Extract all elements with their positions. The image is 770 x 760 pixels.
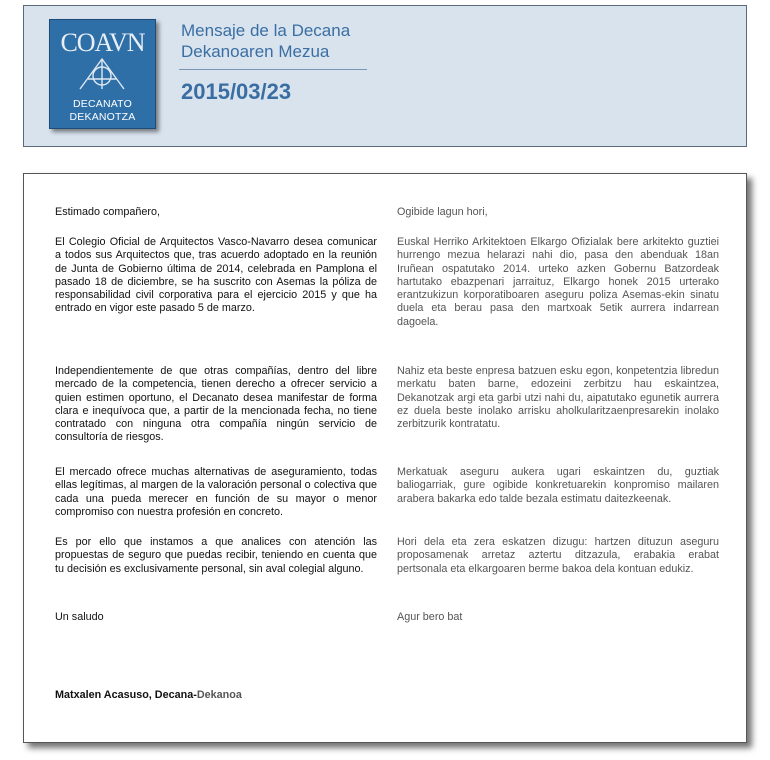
- signature: [55, 689, 242, 701]
- paragraph-es-4: Es por ello que instamos a que analices con atención las propuestas de seguro que puedas recibir, teniendo en cuenta que tu decisión es exclusivamente personal, sin aval colegial alguno.: [55, 536, 377, 575]
- logo-brand-text: COAVN: [60, 28, 145, 57]
- coavn-logo: [49, 19, 156, 129]
- page-title-eu: Dekanoaren Mezua: [181, 42, 330, 61]
- paragraph-es-2: Independientemente de que otras compañías, dentro del libre mercado de la competencia, tienen derecho a ofrecer servicio a quien estimen oportuno, el Decanato desea manifestar de forma clara e inequívoca que, a partir de la mencionada fecha, no tiene contratado con ninguna otra compañía ningún servicio de consultoría de riesgos.: [55, 365, 377, 444]
- paragraph-eu-3: Merkatuak aseguru aukera ugari eskaintzen du, guztiak baliogarriak, gure ogibide konkretuarekin konpromiso mailaren arabera bakarka edo talde bezala estimatu daitezkeenak.: [397, 466, 719, 505]
- paragraph-eu-1: Euskal Herriko Arkitektoen Elkargo Ofizialak bere arkitekto guztiei hurrengo mezua helarazi nahi dio, pasa den abenduak 18an Iruñean ospatutako 2014. urteko azken Gobernu Batzordeak hartutako ebazpenari jarraituz, Elkargo honek 2015 urterako erantzukizun korporatiboaren aseguru poliza Asemas-ekin sinatu duela eta berau pasa den martxoak 5etik aurrera indarrean dagoela.: [397, 236, 719, 328]
- letter-card: [23, 173, 747, 743]
- paragraph-es-3: El mercado ofrece muchas alternativas de aseguramiento, todas ellas legítimas, al margen de la valoración personal o colectiva que cada una pueda merecer en función de su mayor o menor compromiso con nuestra profesión en concreto.: [55, 466, 377, 518]
- page-title-es: Mensaje de la Decana: [181, 21, 351, 40]
- title-divider: [179, 69, 367, 70]
- logo-subtitle-eu: DEKANOTZA: [69, 111, 136, 123]
- paragraph-es-1: El Colegio Oficial de Arquitectos Vasco-Navarro desea comunicar a todos sus Arquitectos que, tras acuerdo adoptado en la reunión de Junta de Gobierno última de 2014, celebrada en Pamplona el pasado 18 de diciembre, se ha suscrito con Asemas la póliza de responsabilidad civil corporativa para el ejercicio 2015 y que ha entrado en vigor este pasado 5 de marzo.: [55, 236, 377, 315]
- signature-eu: Dekanoa: [196, 689, 242, 701]
- signature-es: Matxalen Acasuso, Decana-: [55, 689, 197, 701]
- closing-es: Un saludo: [55, 611, 104, 623]
- closing-eu: Agur bero bat: [397, 611, 463, 623]
- logo-emblem-icon: [72, 56, 132, 90]
- header-banner: [23, 5, 747, 147]
- greeting-eu: Ogibide lagun hori,: [397, 206, 488, 218]
- paragraph-eu-2: Nahiz eta beste enpresa batzuen esku egon, konpetentzia libredun merkatu baten barne, edozeini zerbitzu hau eskaintzea, Dekanotzak argi eta garbi utzi nahi du, aipatutako egunetik aurrera ez duela beste inolako arrisku aholkularitzaenpresarekin inolako zerbitzurik kontratatu.: [397, 365, 719, 431]
- paragraph-eu-4: Hori dela eta zera eskatzen dizugu: hartzen dituzun aseguru proposamenak arretaz aztertu ditzazula, erabakia erabat pertsonala eta elkargoaren berme bakoa dela kontuan edukiz.: [397, 536, 719, 575]
- message-date: 2015/03/23: [181, 79, 292, 104]
- logo-subtitle-es: DECANATO: [73, 98, 132, 110]
- greeting-es: Estimado compañero,: [55, 206, 161, 218]
